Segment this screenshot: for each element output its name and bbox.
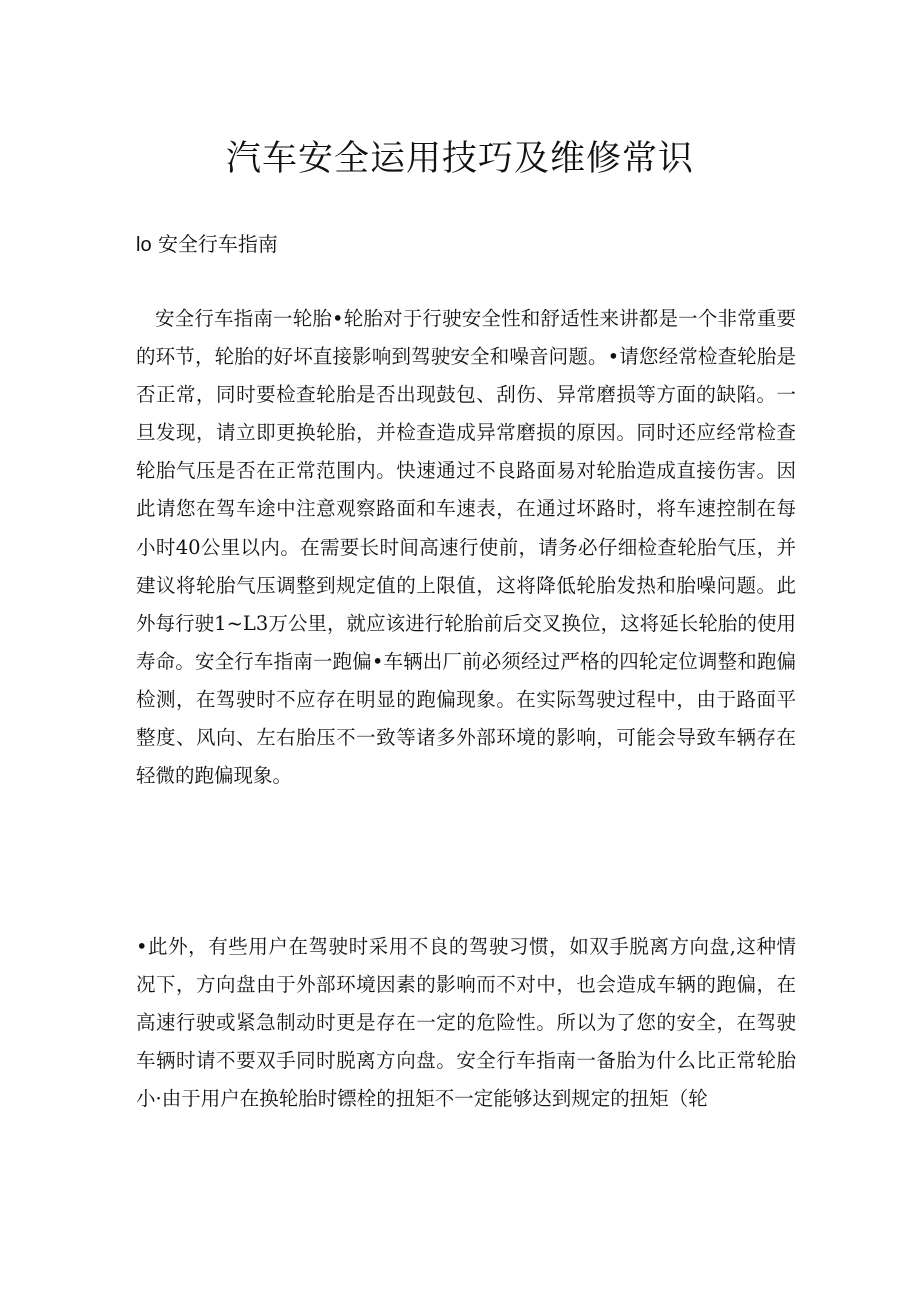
section-number: lo xyxy=(136,234,152,256)
section-heading xyxy=(136,229,278,260)
document-title: 汽车安全运用技巧及维修常识 xyxy=(225,139,694,179)
body-paragraph-2: •此外，有些用户在驾驶时采用不良的驾驶习惯，如双手脱离方向盘,这种情况下，方向盘由于外部环境因素的影响而不对中，也会造成车辆的跑偏，在高速行驶或紧急制动时更是存在一定的危险性。所以为了您的安全，在驾驶车辆时请不要双手同时脱离方向盘。安全行车指南一备胎为什么比正常轮胎小·由于用户在换轮胎时镖栓的扭矩不一定能够达到规定的扭矩（轮 xyxy=(136,935,796,1111)
section-heading-text: 安全行车指南 xyxy=(157,232,278,256)
body-paragraph-1: 安全行车指南一轮胎•轮胎对于行驶安全性和舒适性来讲都是一个非常重要的环节，轮胎的好坏直接影响到驾驶安全和噪音问题。•请您经常检查轮胎是否正常，同时要检查轮胎是否出现鼓包、刮伤、异常磨损等方面的缺陷。一旦发现，请立即更换轮胎，并检查造成异常磨损的原因。同时还应经常检查轮胎气压是否在正常范围内。快速通过不良路面易对轮胎造成直接伤害。因此请您在驾车途中注意观察路面和车速表，在通过坏路时，将车速控制在每小时40公里以内。在需要长时间高速行使前，请务必仔细检查轮胎气压，并建议将轮胎气压调整到规定值的上限值，这将降低轮胎发热和胎噪问题。此外每行驶1~L3万公里，就应该进行轮胎前后交叉换位，这将延长轮胎的使用寿命。安全行车指南一跑偏•车辆出厂前必须经过严格的四轮定位调整和跑偏检测，在驾驶时不应存在明显的跑偏现象。在实际驾驶过程中，由于路面平整度、风向、左右胎压不一致等诸多外部环境的影响，可能会导致车辆存在轻微的跑偏现象。 xyxy=(136,307,796,788)
